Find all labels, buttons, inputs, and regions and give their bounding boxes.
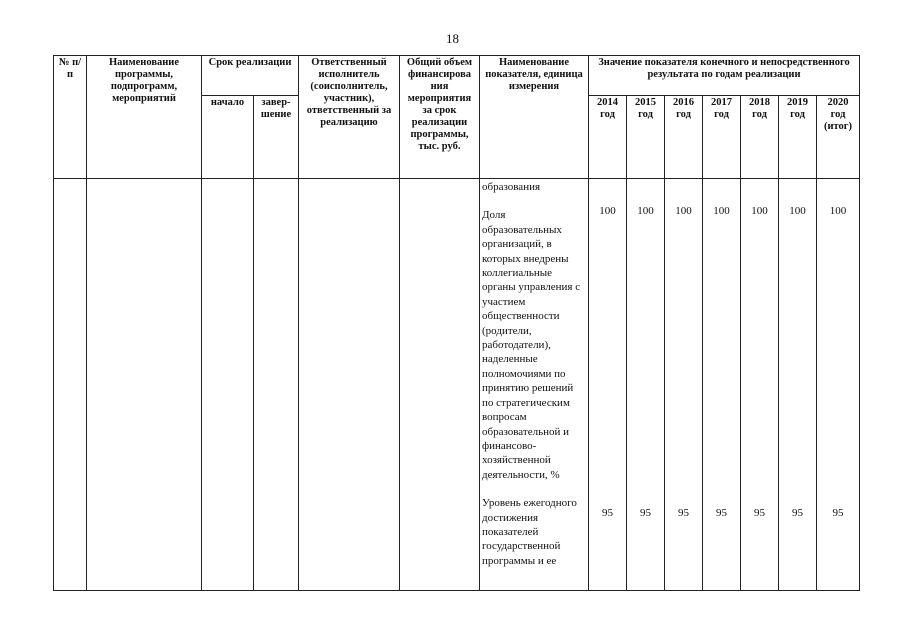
- cell-responsible: [299, 179, 400, 591]
- value-2: 95: [832, 507, 844, 520]
- indicator-continued: образования: [482, 181, 541, 193]
- value-1: 100: [637, 205, 654, 217]
- header-year: 2018 год: [741, 96, 779, 179]
- header-year: 2015 год: [627, 96, 665, 179]
- header-financing: Общий объем финансирова ния мероприятия за срок реализации программы, тыс. руб.: [400, 56, 480, 179]
- header-year: 2017 год: [703, 96, 741, 179]
- indicator-1: Доля образовательных организаций, в которых внедрены коллегиальные органы управления с участием общественности (родители, работодатели), наделенные полномочиями по принятию решений по стратегическим вопросам образовательной и финансово-хозяйственной деятельности, %: [482, 209, 581, 481]
- header-year: 2016 год: [665, 96, 703, 179]
- value-2: 95: [678, 507, 689, 520]
- value-1: 100: [789, 205, 806, 217]
- cell-indicators: [480, 179, 589, 591]
- value-2: 95: [602, 507, 613, 520]
- header-year: 2019 год: [779, 96, 817, 179]
- header-year: 2020 год (итог): [817, 96, 860, 179]
- page-number: 18: [446, 31, 459, 46]
- header-year: 2014 год: [589, 96, 627, 179]
- cell-year-values: [741, 179, 779, 591]
- value-2: 95: [640, 507, 651, 520]
- cell-financing: [400, 179, 480, 591]
- program-table: [53, 55, 860, 591]
- table-row: [54, 179, 860, 591]
- header-term-start: начало: [202, 96, 254, 179]
- value-1: 100: [751, 205, 768, 217]
- cell-end: [254, 179, 299, 591]
- header-num: № п/п: [54, 56, 87, 179]
- cell-year-values: [627, 179, 665, 591]
- value-2: 95: [716, 507, 727, 520]
- header-responsible: Ответственный исполнитель (соисполнитель, участник), ответственный за реализацию: [299, 56, 400, 179]
- cell-start: [202, 179, 254, 591]
- cell-year-values: [665, 179, 703, 591]
- value-1: 100: [829, 205, 847, 217]
- value-1: 100: [599, 205, 616, 217]
- value-1: 100: [675, 205, 692, 217]
- cell-num: [54, 179, 87, 591]
- cell-year-values: [779, 179, 817, 591]
- header-term: Срок реализации: [202, 56, 299, 96]
- value-2: 95: [792, 507, 803, 520]
- cell-year-values: [817, 179, 860, 591]
- value-1: 100: [713, 205, 730, 217]
- cell-year-values: [589, 179, 627, 591]
- value-2: 95: [754, 507, 765, 520]
- header-values-group: Значение показателя конечного и непосредственного результата по годам реализации: [589, 56, 860, 96]
- header-name: Наименование программы, подпрограмм, мероприятий: [87, 56, 202, 179]
- header-indicator: Наименование показателя, единица измерения: [480, 56, 589, 179]
- header-term-end: завер-шение: [254, 96, 299, 179]
- cell-name: [87, 179, 202, 591]
- indicator-2: Уровень ежегодного достижения показателей государственной программы и ее: [482, 497, 577, 567]
- cell-year-values: [703, 179, 741, 591]
